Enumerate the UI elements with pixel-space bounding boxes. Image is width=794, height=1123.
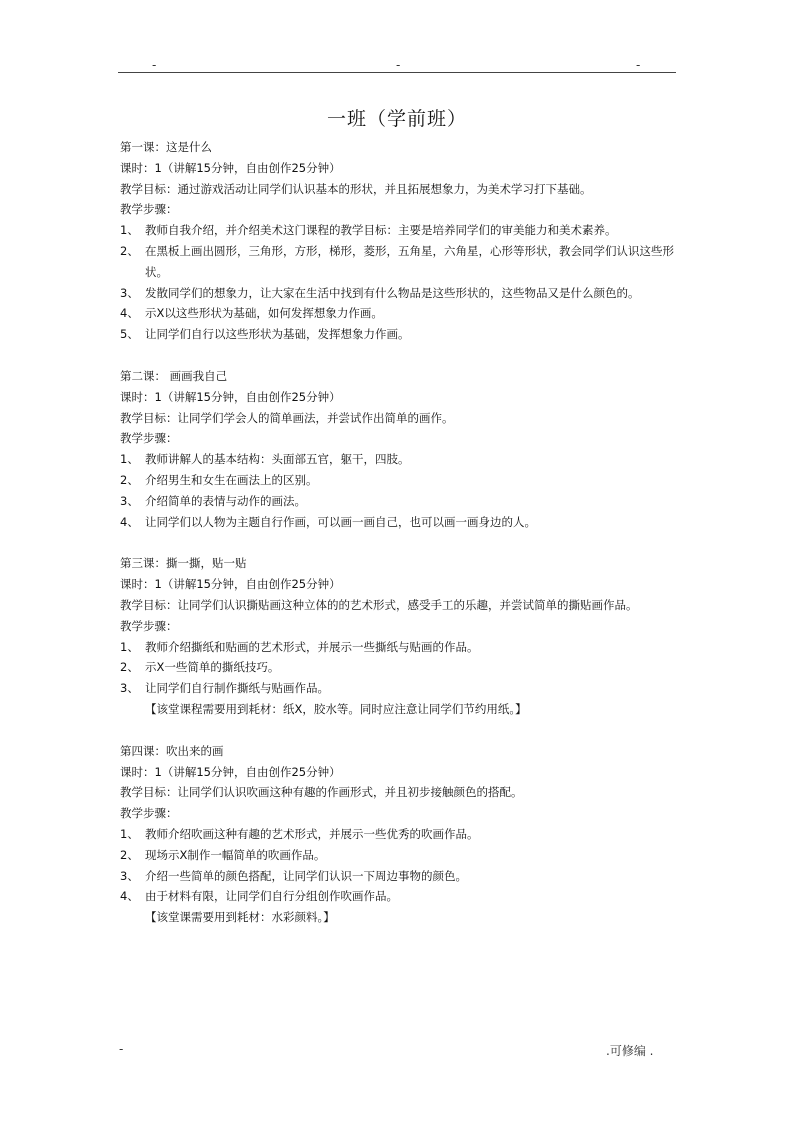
lesson-goal: 教学目标：让同学们认识撕贴画这种立体的的艺术形式，感受手工的乐趣，并尝试简单的撕贴画作品。 bbox=[120, 597, 638, 612]
lesson-title: 第一课：这是什么 bbox=[120, 140, 212, 154]
step-number: 2、 bbox=[120, 472, 139, 487]
step-number: 3、 bbox=[120, 285, 139, 300]
lesson-hours: 课时：1（讲解15分钟，自由创作25分钟） bbox=[120, 764, 341, 779]
step-text: 介绍简单的表情与动作的画法。 bbox=[145, 493, 306, 508]
step-item bbox=[120, 845, 680, 866]
step-text: 发散同学们的想象力，让大家在生活中找到有什么物品是这些形状的，这些物品又是什么颜色的。 bbox=[145, 285, 640, 300]
step-item bbox=[120, 324, 680, 345]
step-item bbox=[120, 449, 680, 470]
lesson-hours: 课时：1（讲解15分钟，自由创作25分钟） bbox=[120, 160, 341, 175]
step-number: 1、 bbox=[120, 452, 139, 467]
step-text: 示X一些简单的撕纸技巧。 bbox=[145, 660, 280, 675]
lesson-3 bbox=[120, 553, 680, 719]
step-text: 在黑板上画出圆形，三角形，方形，梯形，菱形，五角星，六角星，心形等形状，教会同学们认识这些形状。 bbox=[145, 243, 674, 279]
step-text: 由于材料有限，让同学们自行分组创作吹画作品。 bbox=[145, 889, 398, 904]
step-number: 5、 bbox=[120, 327, 139, 342]
step-text: 教师介绍吹画这种有趣的艺术形式，并展示一些优秀的吹画作品。 bbox=[145, 826, 479, 841]
lesson-title: 第四课：吹出来的画 bbox=[120, 743, 224, 758]
step-item bbox=[120, 866, 680, 887]
step-item bbox=[120, 512, 680, 533]
footer-editable-note: .可修编 . bbox=[606, 1044, 654, 1058]
header-mark-right: - bbox=[636, 58, 641, 72]
step-number: 4、 bbox=[120, 306, 139, 321]
step-text: 现场示X制作一幅简单的吹画作品。 bbox=[145, 847, 326, 862]
lesson-title: 第三课：撕一撕，贴一贴 bbox=[120, 556, 247, 571]
step-text: 教师讲解人的基本结构：头面部五官，躯干，四肢。 bbox=[145, 452, 410, 467]
step-item bbox=[120, 220, 680, 241]
steps-label: 教学步骤： bbox=[120, 806, 178, 821]
lesson-list bbox=[120, 137, 680, 949]
step-text: 教师介绍撕纸和贴画的艺术形式，并展示一些撕纸与贴画的作品。 bbox=[145, 639, 479, 654]
step-number: 4、 bbox=[120, 514, 139, 529]
lesson-goal: 教学目标：让同学们学会人的简单画法，并尝试作出简单的画作。 bbox=[120, 410, 454, 425]
step-text: 示X以这些形状为基础，如何发挥想象力作画。 bbox=[145, 306, 383, 321]
header-mark-left: - bbox=[152, 58, 157, 72]
steps-label: 教学步骤： bbox=[120, 618, 178, 633]
header-mark-center: - bbox=[396, 58, 401, 72]
step-number: 1、 bbox=[120, 223, 139, 238]
step-item bbox=[120, 491, 680, 512]
step-item bbox=[120, 678, 680, 699]
step-text: 介绍男生和女生在画法上的区别。 bbox=[145, 472, 318, 487]
page-title: 一班（学前班） bbox=[326, 108, 467, 130]
step-number: 2、 bbox=[120, 243, 139, 258]
materials-note: 【该堂课需要用到耗材：水彩颜料。】 bbox=[145, 910, 335, 925]
lesson-title: 第二课： 画画我自己 bbox=[120, 368, 228, 383]
step-item bbox=[120, 637, 680, 658]
step-number: 1、 bbox=[120, 639, 139, 654]
step-text: 介绍一些简单的颜色搭配，让同学们认识一下周边事物的颜色。 bbox=[145, 868, 467, 883]
step-text: 让同学们以人物为主题自行作画，可以画一画自己，也可以画一画身边的人。 bbox=[145, 514, 536, 529]
step-number: 1、 bbox=[120, 826, 139, 841]
lesson-hours: 课时：1（讲解15分钟，自由创作25分钟） bbox=[120, 577, 341, 592]
step-number: 2、 bbox=[120, 847, 139, 862]
step-item bbox=[120, 283, 680, 304]
steps-label: 教学步骤： bbox=[120, 202, 178, 217]
step-item bbox=[120, 657, 680, 678]
footer-mark-left: - bbox=[119, 1042, 124, 1056]
lesson-hours: 课时：1（讲解15分钟，自由创作25分钟） bbox=[120, 389, 341, 404]
step-item bbox=[120, 824, 680, 845]
step-item bbox=[120, 303, 680, 324]
lesson-goal: 教学目标：让同学们认识吹画这种有趣的作画形式，并且初步接触颜色的搭配。 bbox=[120, 785, 523, 800]
step-number: 3、 bbox=[120, 493, 139, 508]
lesson-goal: 教学目标：通过游戏活动让同学们认识基本的形状，并且拓展想象力，为美术学习打下基础。 bbox=[120, 181, 592, 196]
step-number: 4、 bbox=[120, 889, 139, 904]
lesson-4 bbox=[120, 741, 680, 928]
step-number: 3、 bbox=[120, 868, 139, 883]
materials-note: 【该堂课程需要用到耗材：纸X，胶水等。同时应注意让同学们节约用纸。】 bbox=[145, 701, 527, 716]
lesson-2 bbox=[120, 366, 680, 532]
step-text: 让同学们自行制作撕纸与贴画作品。 bbox=[145, 681, 329, 696]
step-item bbox=[120, 241, 680, 283]
header-rule bbox=[118, 72, 676, 73]
step-text: 让同学们自行以这些形状为基础，发挥想象力作画。 bbox=[145, 327, 410, 342]
step-text: 教师自我介绍，并介绍美术这门课程的教学目标：主要是培养同学们的审美能力和美术素养。 bbox=[145, 223, 617, 238]
steps-label: 教学步骤： bbox=[120, 431, 178, 446]
step-number: 2、 bbox=[120, 660, 139, 675]
step-item bbox=[120, 470, 680, 491]
lesson-1 bbox=[120, 137, 680, 345]
step-number: 3、 bbox=[120, 681, 139, 696]
step-item bbox=[120, 886, 680, 907]
